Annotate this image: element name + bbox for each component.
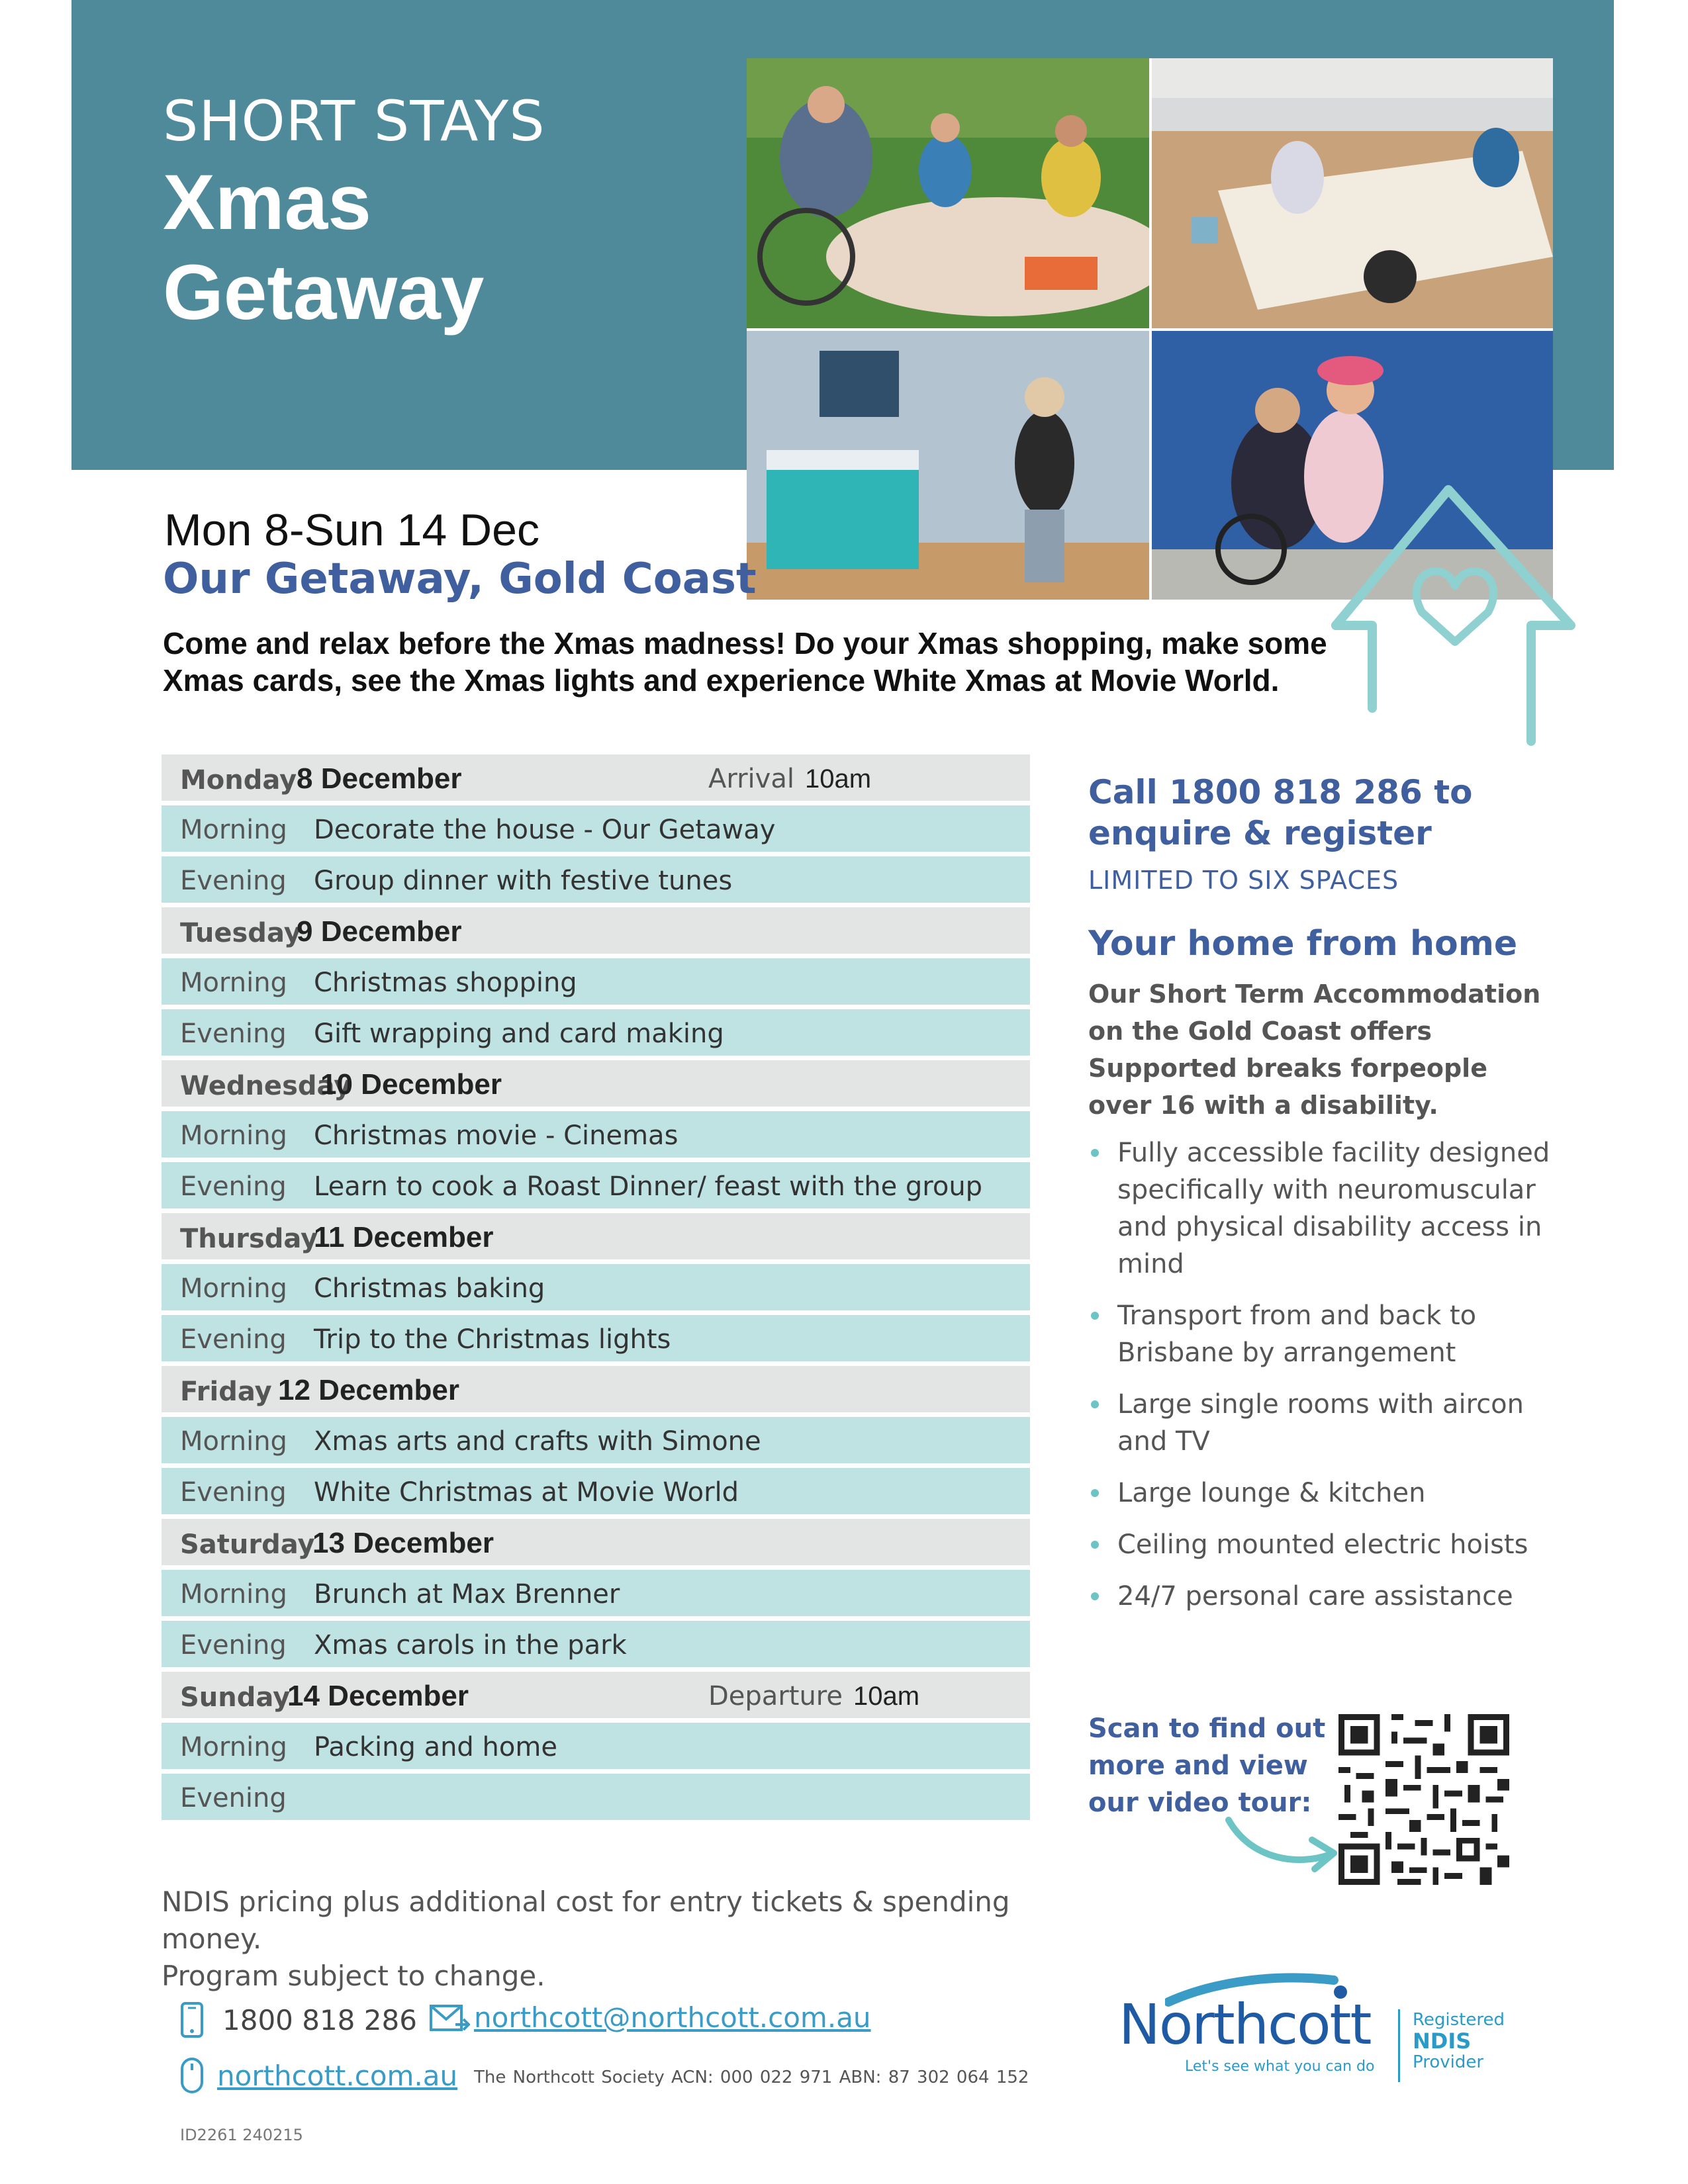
mouse-icon: [180, 2057, 204, 2094]
activity: Xmas arts and crafts with Simone: [314, 1426, 761, 1457]
slot-label: Evening: [180, 1783, 287, 1813]
activity: Packing and home: [314, 1732, 557, 1762]
website-contact: [180, 2057, 457, 2094]
day-header: [162, 1366, 1030, 1412]
northcott-logo: [1119, 1966, 1575, 2085]
ndis-registration: [1413, 2009, 1505, 2073]
day-header: [162, 1213, 1030, 1259]
day-date: 9 December: [297, 915, 462, 948]
activity: Gift wrapping and card making: [314, 1019, 724, 1049]
feature-list: [1088, 1134, 1552, 1615]
sidebar: [1088, 772, 1552, 1629]
event-dates: Mon 8-Sun 14 Dec: [164, 505, 539, 555]
slot-label: Evening: [180, 1324, 287, 1355]
activity: Christmas shopping: [314, 968, 577, 998]
limited-spaces: LIMITED TO SIX SPACES: [1088, 866, 1399, 895]
day-note: [708, 764, 871, 794]
activity: Christmas movie - Cinemas: [314, 1120, 679, 1151]
reg-line-2: NDIS: [1413, 2028, 1472, 2054]
day-header: [162, 1519, 1030, 1565]
feature-item: Transport from and back to Brisbane by arrangement: [1088, 1297, 1552, 1371]
reg-line-3: Provider: [1413, 2052, 1484, 2072]
email-link[interactable]: northcott@northcott.com.au: [474, 2001, 871, 2034]
event-venue: Our Getaway, Gold Coast: [163, 555, 757, 604]
activity: Group dinner with festive tunes: [314, 866, 733, 896]
call-to-action: [1088, 772, 1552, 854]
title-line-1: Xmas: [163, 159, 371, 246]
home-title: Your home from home: [1088, 924, 1518, 964]
slot-label: Morning: [180, 815, 287, 845]
day-block-tuesday: [162, 907, 1030, 1056]
slot-label: Evening: [180, 1630, 287, 1661]
call-line-1: Call 1800 818 286 to: [1088, 773, 1473, 811]
slot-label: Morning: [180, 1426, 287, 1457]
evening-row: [162, 1468, 1030, 1514]
morning-row: [162, 958, 1030, 1005]
page-title: [163, 158, 759, 338]
slot-label: Evening: [180, 1019, 287, 1049]
feature-item: Large lounge & kitchen: [1088, 1475, 1552, 1512]
email-contact: [429, 2001, 871, 2034]
feature-item: Large single rooms with aircon and TV: [1088, 1386, 1552, 1460]
arrow-icon: [1225, 1813, 1344, 1873]
pricing-line-2: Program subject to change.: [162, 1960, 545, 1992]
photo-kitchen: [1152, 58, 1553, 328]
photo-bedroom: [747, 331, 1149, 600]
slot-label: Morning: [180, 1579, 287, 1610]
activity: Learn to cook a Roast Dinner/ feast with the group: [314, 1171, 983, 1202]
event-intro: Come and relax before the Xmas madness! Do your Xmas shopping, make some Xmas cards, see the Xmas lights and experience White Xmas at Movie World.: [163, 626, 1327, 698]
morning-row: [162, 1264, 1030, 1310]
photo-picnic: [747, 58, 1149, 328]
slot-label: Morning: [180, 1732, 287, 1762]
document-id: ID2261 240215: [180, 2126, 303, 2144]
phone-contact: [180, 2001, 417, 2038]
title-line-2: Getaway: [163, 249, 485, 336]
day-date: 8 December: [297, 762, 462, 795]
eyebrow-label: SHORT STAYS: [163, 89, 545, 154]
activity: White Christmas at Movie World: [314, 1477, 739, 1508]
pricing-line-1: NDIS pricing plus additional cost for entry tickets & spending money.: [162, 1886, 1010, 1955]
slot-label: Evening: [180, 1171, 287, 1202]
day-date: 14 December: [287, 1680, 469, 1712]
morning-row: [162, 805, 1030, 852]
logo-wordmark: Northcott: [1119, 1992, 1371, 2057]
slot-label: Evening: [180, 866, 287, 896]
scan-prompt: Scan to find out more and view our video tour:: [1088, 1713, 1326, 1818]
day-name: Sunday: [180, 1682, 291, 1713]
day-name: Wednesday: [180, 1071, 352, 1101]
activity: Trip to the Christmas lights: [314, 1324, 671, 1355]
slot-label: Morning: [180, 1273, 287, 1304]
day-name: Saturday: [180, 1529, 315, 1560]
day-date: 12 December: [278, 1374, 459, 1406]
slot-label: Morning: [180, 968, 287, 998]
evening-row: [162, 1009, 1030, 1056]
company-details: The Northcott Society ACN: 000 022 971 ABN: 87 302 064 152: [474, 2068, 1029, 2087]
call-line-2: enquire & register: [1088, 814, 1432, 852]
note-time: 10am: [804, 764, 872, 794]
evening-row: [162, 1162, 1030, 1208]
activity: Christmas baking: [314, 1273, 545, 1304]
day-date: 10 December: [320, 1068, 502, 1101]
feature-item: Fully accessible facility designed specifically with neuromuscular and physical disability access in mind: [1088, 1134, 1552, 1283]
pricing-note: [162, 1884, 1088, 1995]
slot-label: Evening: [180, 1477, 287, 1508]
day-block-monday: [162, 754, 1030, 903]
logo-tagline: Let's see what you can do: [1185, 2058, 1375, 2075]
house-heart-icon: [1323, 477, 1587, 748]
evening-row: [162, 1315, 1030, 1361]
note-label: Departure: [708, 1681, 843, 1711]
day-name: Tuesday: [180, 918, 301, 948]
day-block-saturday: [162, 1519, 1030, 1667]
reg-line-1: Registered: [1413, 2010, 1505, 2030]
day-name: Monday: [180, 765, 297, 796]
feature-item: Ceiling mounted electric hoists: [1088, 1526, 1552, 1563]
day-name: Friday: [180, 1377, 272, 1407]
day-header: [162, 1060, 1030, 1107]
day-name: Thursday: [180, 1224, 318, 1254]
day-block-sunday: [162, 1672, 1030, 1820]
email-icon: [429, 2002, 470, 2034]
qr-code[interactable]: [1338, 1714, 1509, 1885]
logo-divider: [1398, 2009, 1400, 2082]
note-label: Arrival: [708, 764, 794, 794]
feature-item: 24/7 personal care assistance: [1088, 1578, 1552, 1615]
day-note: [708, 1681, 919, 1711]
morning-row: [162, 1570, 1030, 1616]
activity: Brunch at Max Brenner: [314, 1579, 620, 1610]
day-block-friday: [162, 1366, 1030, 1514]
day-date: 11 December: [314, 1221, 494, 1253]
slot-label: Morning: [180, 1120, 287, 1151]
home-description: Our Short Term Accommodation on the Gold Coast offers Supported breaks forpeople over 16 with a disability.: [1088, 979, 1541, 1120]
day-header: [162, 1672, 1030, 1718]
phone-icon: [180, 2001, 204, 2038]
morning-row: [162, 1111, 1030, 1158]
day-date: 13 December: [312, 1527, 494, 1559]
day-header: [162, 907, 1030, 954]
schedule: [162, 754, 1030, 1825]
evening-row: [162, 856, 1030, 903]
activity: Decorate the house - Our Getaway: [314, 815, 776, 845]
note-time: 10am: [853, 1682, 920, 1711]
phone-number[interactable]: 1800 818 286: [222, 2003, 417, 2036]
day-block-wednesday: [162, 1060, 1030, 1208]
activity: Xmas carols in the park: [314, 1630, 627, 1661]
morning-row: [162, 1723, 1030, 1769]
website-link[interactable]: northcott.com.au: [217, 2059, 458, 2092]
morning-row: [162, 1417, 1030, 1463]
day-header: [162, 754, 1030, 801]
evening-row: [162, 1621, 1030, 1667]
day-block-thursday: [162, 1213, 1030, 1361]
evening-row: [162, 1774, 1030, 1820]
